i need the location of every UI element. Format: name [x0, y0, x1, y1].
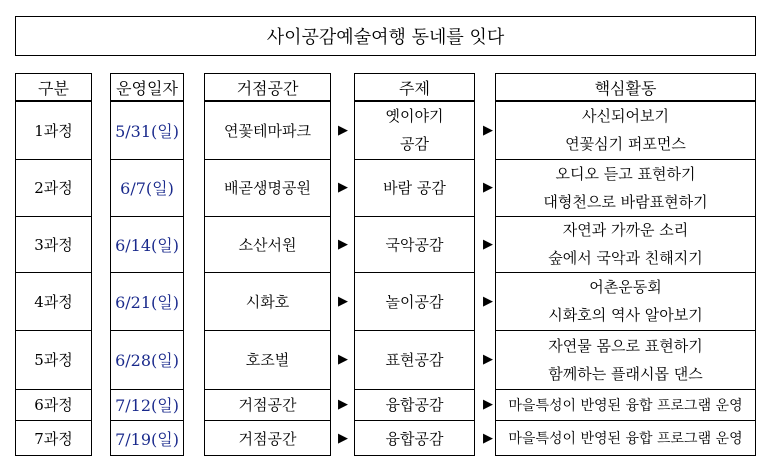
arrow-icon: ▶ [338, 352, 348, 367]
theme-line: 표현공감 [385, 351, 444, 369]
cell-activity [495, 216, 756, 272]
cell-theme [354, 330, 475, 389]
arrow-icon: ▶ [338, 397, 348, 412]
theme-line: 놀이공감 [385, 292, 444, 311]
cell-place: 배곧생명공원 [224, 179, 311, 197]
arrow-icon: ▶ [483, 397, 493, 412]
cell-activity [495, 101, 756, 159]
arrow-icon: ▶ [483, 430, 493, 446]
cell-place: 거점공간 [238, 396, 297, 414]
activity-line: 마을특성이 반영된 융합 프로그램 운영 [508, 397, 743, 414]
header-activity: 핵심활동 [594, 78, 657, 98]
cell-place: 연꽃테마파크 [224, 121, 311, 140]
cell-activity [495, 330, 756, 389]
cell-course: 1과정 [34, 121, 73, 140]
arrow-icon: ▶ [338, 122, 348, 138]
cell-place: 시화호 [245, 292, 290, 311]
cell-place: 거점공간 [238, 429, 297, 448]
cell-course: 5과정 [34, 351, 73, 369]
cell-theme [354, 389, 475, 420]
cell-date: 7/12(일) [115, 396, 179, 415]
cell-date: 7/19(일) [115, 429, 179, 449]
cell-theme [354, 272, 475, 330]
cell-date: 6/7(일) [120, 179, 174, 198]
cell-course: 6과정 [34, 396, 73, 414]
cell-theme [354, 159, 475, 216]
header-date: 운영일자 [116, 78, 178, 98]
theme-line: 융합공감 [385, 429, 444, 448]
activity-line: 사신되어보기 [582, 107, 669, 125]
arrow-icon: ▶ [338, 180, 348, 195]
activity-line: 마을특성이 반영된 융합 프로그램 운영 [508, 431, 743, 447]
cell-theme [354, 216, 475, 272]
activity-line: 오디오 듣고 표현하기 [555, 164, 696, 183]
cell-theme [354, 420, 475, 456]
header-course: 구분 [38, 78, 69, 98]
cell-course: 4과정 [34, 292, 73, 311]
activity-line: 연꽃심기 퍼포먼스 [565, 135, 686, 153]
cell-course: 7과정 [34, 429, 73, 448]
cell-course: 3과정 [34, 235, 73, 254]
theme-line: 융합공감 [385, 396, 444, 414]
arrow-icon: ▶ [338, 236, 348, 252]
cell-date: 6/21(일) [115, 292, 179, 312]
cell-activity [495, 389, 756, 420]
activity-line: 숲에서 국악과 친해지기 [548, 249, 703, 267]
cell-place: 소산서원 [238, 235, 297, 254]
theme-line: 국악공감 [385, 235, 444, 254]
theme-line: 공감 [400, 135, 429, 153]
arrow-icon: ▶ [483, 352, 493, 367]
arrow-icon: ▶ [338, 430, 348, 446]
arrow-icon: ▶ [483, 180, 493, 195]
arrow-icon: ▶ [483, 122, 493, 138]
activity-line: 자연과 가까운 소리 [562, 221, 689, 239]
header-theme: 주제 [399, 78, 430, 98]
activity-line: 어촌운동회 [589, 278, 662, 296]
activity-line: 함께하는 플래시몹 댄스 [548, 364, 703, 383]
arrow-icon: ▶ [483, 293, 493, 309]
cell-activity [495, 272, 756, 330]
theme-line: 옛이야기 [385, 107, 444, 125]
activity-line: 시화호의 역사 알아보기 [548, 306, 703, 324]
cell-activity [495, 159, 756, 216]
page-title: 사이공감예술여행 동네를 잇다 [15, 16, 756, 56]
cell-place: 호조벌 [245, 351, 290, 369]
activity-line: 대형천으로 바람표현하기 [543, 192, 708, 211]
arrow-icon: ▶ [338, 293, 348, 309]
cell-date: 5/31(일) [115, 121, 179, 141]
arrow-icon: ▶ [483, 236, 493, 252]
theme-line: 바람 공감 [383, 179, 446, 197]
cell-date: 6/14(일) [115, 235, 179, 255]
cell-date: 6/28(일) [115, 351, 179, 370]
header-place: 거점공간 [236, 78, 299, 98]
cell-course: 2과정 [34, 179, 73, 197]
cell-theme [354, 101, 475, 159]
activity-line: 자연물 몸으로 표현하기 [548, 336, 703, 355]
cell-activity [495, 420, 756, 456]
